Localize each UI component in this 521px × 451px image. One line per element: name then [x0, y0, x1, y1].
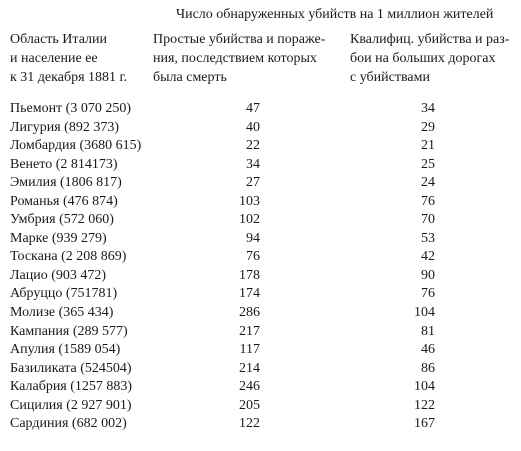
- qualified-murders-cell: 25: [421, 156, 435, 172]
- simple-murders-cell: 214: [239, 360, 260, 376]
- qualified-murders-cell: 104: [414, 305, 435, 321]
- region-cell: Кампания (289 577): [10, 323, 128, 339]
- table-row: [0, 285, 521, 304]
- table-row: [0, 211, 521, 230]
- header-line: Квалифиц. убийства и раз-: [350, 32, 510, 47]
- simple-murders-cell: 117: [239, 342, 260, 358]
- simple-murders-cell: 246: [239, 379, 260, 395]
- qualified-murders-cell: 42: [421, 249, 435, 265]
- table-row: [0, 341, 521, 360]
- simple-murders-cell: 47: [246, 101, 260, 116]
- table-row: [0, 230, 521, 249]
- qualified-murders-cell: 167: [414, 416, 435, 432]
- simple-murders-cell: 122: [239, 416, 260, 432]
- table-row: [0, 323, 521, 342]
- region-cell: Марке (939 279): [10, 230, 107, 246]
- region-cell: Калабрия (1257 883): [10, 379, 133, 395]
- region-cell: Лацио (903 472): [10, 267, 107, 283]
- simple-murders-cell: 205: [239, 397, 260, 413]
- region-column-header: [10, 30, 127, 87]
- header-line: к 31 декабря 1881 г.: [10, 70, 128, 85]
- header-line: и население ее: [10, 51, 98, 66]
- region-cell: Апулия (1589 054): [10, 342, 121, 358]
- region-cell: Сардиния (682 002): [10, 416, 127, 432]
- qualified-murders-cell: 46: [421, 342, 435, 358]
- region-cell: Романья (476 874): [10, 193, 118, 209]
- qualified-murders-cell: 76: [421, 286, 435, 302]
- simple-murders-cell: 286: [239, 305, 260, 321]
- simple-murders-cell: 103: [239, 193, 260, 209]
- qualified-murders-cell: 34: [421, 101, 435, 116]
- region-cell: Сицилия (2 927 901): [10, 397, 132, 413]
- qualified-murders-cell: 86: [421, 360, 435, 376]
- region-cell: Умбрия (572 060): [10, 212, 114, 228]
- table-row: [0, 248, 521, 267]
- qualified-murders-cell: 104: [414, 379, 435, 395]
- qualified-murders-cell: 81: [421, 323, 435, 339]
- simple-murders-cell: 94: [246, 230, 260, 246]
- qualified-murders-cell: 90: [421, 267, 435, 283]
- table-row: [0, 193, 521, 212]
- table-row: [0, 304, 521, 323]
- qualified-murders-column-header: [350, 30, 509, 87]
- table-row: [0, 100, 521, 119]
- region-cell: Тоскана (2 208 869): [10, 249, 127, 265]
- header-line: Простые убийства и пораже-: [153, 32, 326, 47]
- region-cell: Абруццо (751781): [10, 286, 118, 302]
- simple-murders-cell: 178: [239, 267, 260, 283]
- qualified-murders-cell: 29: [421, 119, 435, 135]
- simple-murders-cell: 102: [239, 212, 260, 228]
- header-line: ния, последствием которых: [153, 51, 317, 66]
- table-row: [0, 137, 521, 156]
- region-cell: Лигурия (892 373): [10, 119, 119, 135]
- region-cell: Молизе (365 434): [10, 305, 114, 321]
- region-cell: Венето (2 814173): [10, 156, 118, 172]
- qualified-murders-cell: 21: [421, 138, 435, 154]
- simple-murders-cell: 174: [239, 286, 260, 302]
- table-row: [0, 156, 521, 175]
- table-row: [0, 378, 521, 397]
- simple-murders-cell: 76: [246, 249, 260, 265]
- qualified-murders-cell: 122: [414, 397, 435, 413]
- table-row: [0, 415, 521, 434]
- table-row: [0, 119, 521, 138]
- simple-murders-cell: 34: [246, 156, 260, 172]
- table-row: [0, 360, 521, 379]
- simple-murders-cell: 217: [239, 323, 260, 339]
- qualified-murders-cell: 53: [421, 230, 435, 246]
- table-super-header: Число обнаруженных убийств на 1 миллион жителей: [176, 7, 494, 22]
- region-cell: Ломбардия (3680 615): [10, 138, 142, 154]
- simple-murders-cell: 22: [246, 138, 260, 154]
- qualified-murders-cell: 24: [421, 175, 435, 191]
- table-row: [0, 267, 521, 286]
- header-line: бои на больших дорогах: [350, 51, 496, 66]
- simple-murders-cell: 40: [246, 119, 260, 135]
- table-row: [0, 174, 521, 193]
- qualified-murders-cell: 70: [421, 212, 435, 228]
- table-body: [0, 100, 521, 434]
- table-row: [0, 397, 521, 416]
- region-cell: Пьемонт (3 070 250): [10, 101, 132, 116]
- qualified-murders-cell: 76: [421, 193, 435, 209]
- simple-murders-cell: 27: [246, 175, 260, 191]
- header-line: Область Италии: [10, 32, 108, 47]
- simple-murders-column-header: [153, 30, 325, 87]
- region-cell: Базиликата (524504): [10, 360, 132, 376]
- header-line: была смерть: [153, 70, 227, 85]
- region-cell: Эмилия (1806 817): [10, 175, 122, 191]
- header-line: с убийствами: [350, 70, 430, 85]
